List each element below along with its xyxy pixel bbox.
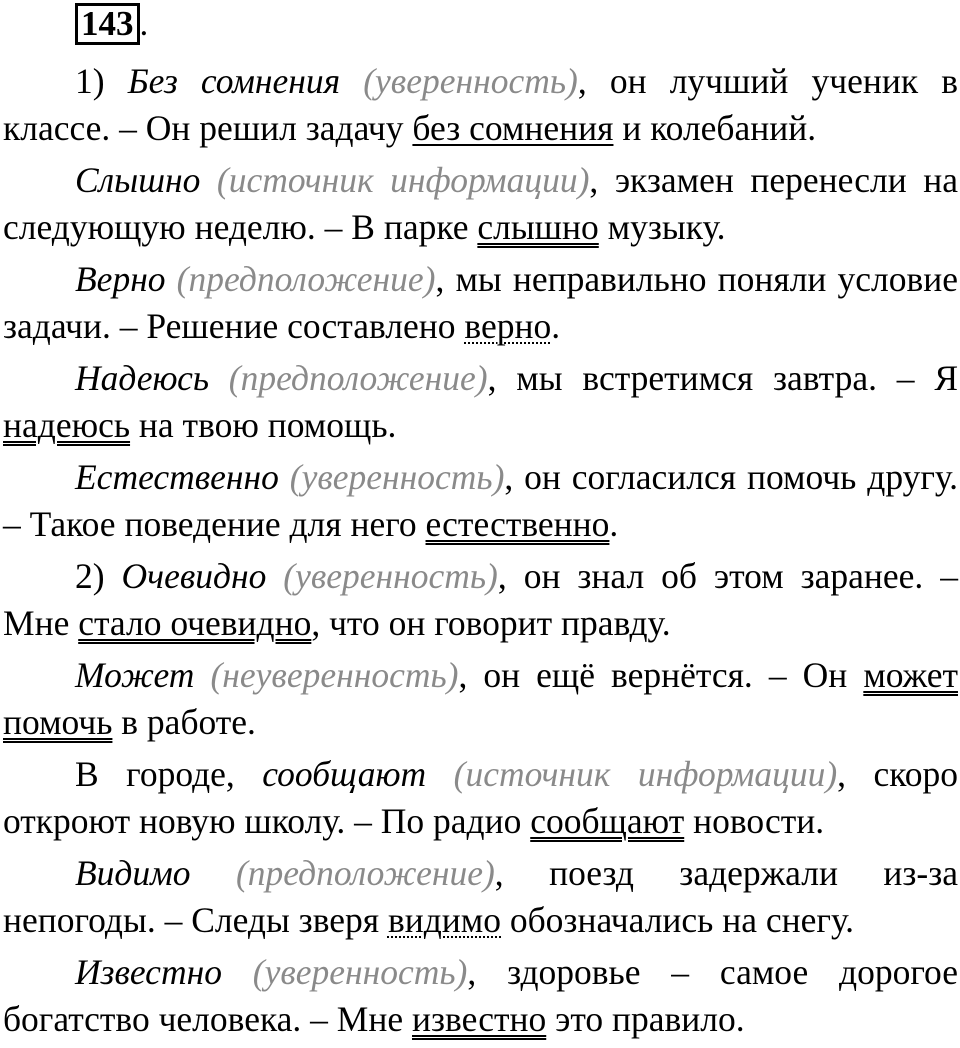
- intro-word: сообщают: [262, 754, 427, 794]
- sentence-pair: [3, 256, 958, 350]
- sentence-pair: [3, 652, 958, 746]
- meaning-note: (уверенность): [221, 952, 468, 992]
- sentence-pair: [3, 157, 958, 251]
- sentence-end: на твою помощь.: [130, 405, 397, 445]
- intro-word: Надеюсь: [75, 358, 210, 398]
- sentence-pair: [3, 751, 958, 845]
- sentence-end: и колебаний.: [613, 108, 817, 148]
- sentence-end: это правило.: [546, 999, 745, 1039]
- sentence-text: , скоро откроют новую школу. – По радио: [3, 754, 959, 841]
- meaning-note: (уверенность): [266, 556, 498, 596]
- sentence-text: , он лучший ученик в классе. – Он решил задачу: [3, 61, 958, 148]
- sentence-text: , поезд задержали из-за непогоды. – Следы зверя: [3, 853, 958, 940]
- sentence-member: сообщают: [530, 801, 685, 841]
- sentence-text: , мы встретимся завтра. – Я: [487, 358, 959, 398]
- exercise-text: [3, 58, 958, 1048]
- intro-word: Без сомнения: [127, 61, 341, 101]
- sentence-end: обозначались на снегу.: [501, 900, 855, 940]
- intro-word: Очевидно: [121, 556, 267, 596]
- sentence-member: верно: [464, 306, 552, 346]
- intro-word: Известно: [75, 952, 222, 992]
- sentence-pair: [3, 850, 958, 944]
- sentence-prefix: В городе,: [75, 754, 263, 794]
- meaning-note: (источник информации): [200, 160, 590, 200]
- sentence-member: стало очевидно: [78, 603, 312, 643]
- meaning-note: (предположение): [165, 259, 436, 299]
- sentence-text: , он согласился помочь другу. – Такое поведение для него: [3, 457, 958, 544]
- sentence-text: , он ещё вернётся. – Он: [458, 655, 864, 695]
- sentence-end: новости.: [684, 801, 825, 841]
- sentence-member: известно: [412, 999, 547, 1039]
- exercise-number-box: 143: [75, 3, 140, 45]
- sentence-end: в работе.: [112, 702, 256, 742]
- meaning-note: (предположение): [190, 853, 495, 893]
- sentence-end: .: [609, 504, 619, 544]
- group-number: 2): [75, 556, 122, 596]
- sentence-pair: [3, 58, 958, 152]
- meaning-note: (предположение): [209, 358, 488, 398]
- sentence-member: надеюсь: [3, 405, 131, 445]
- sentence-member: может помочь: [3, 655, 958, 742]
- sentence-end: .: [551, 306, 561, 346]
- intro-word: Может: [75, 655, 195, 695]
- exercise-number: [75, 3, 148, 43]
- sentence-pair: [3, 454, 958, 548]
- sentence-text: , здоровье – самое дорогое богатство человека. – Мне: [3, 952, 958, 1039]
- group-number: 1): [75, 61, 128, 101]
- intro-word: Естественно: [75, 457, 279, 497]
- intro-word: Видимо: [75, 853, 191, 893]
- sentence-pair: [3, 553, 958, 647]
- meaning-note: (уверенность): [340, 61, 578, 101]
- sentence-pair: [3, 949, 958, 1043]
- sentence-end: музыку.: [598, 207, 726, 247]
- sentence-text: , мы неправильно поняли условие задачи. – Решение составлено: [3, 259, 959, 346]
- meaning-note: (источник информации): [426, 754, 838, 794]
- sentence-member: видимо: [387, 900, 501, 940]
- sentence-member: естественно: [425, 504, 610, 544]
- sentence-pair: [3, 355, 958, 449]
- sentence-text: , экзамен перенесли на следующую неделю. – В парке: [3, 160, 959, 247]
- intro-word: Верно: [75, 259, 166, 299]
- exercise-number-dot: .: [139, 4, 149, 43]
- sentence-member: слышно: [477, 207, 599, 247]
- sentence-end: , что он говорит правду.: [311, 603, 671, 643]
- sentence-text: , он знал об этом заранее. – Мне: [3, 556, 958, 643]
- sentence-member: без сомнения: [412, 108, 614, 148]
- meaning-note: (уверенность): [278, 457, 505, 497]
- intro-word: Слышно: [75, 160, 201, 200]
- meaning-note: (неуверенность): [194, 655, 459, 695]
